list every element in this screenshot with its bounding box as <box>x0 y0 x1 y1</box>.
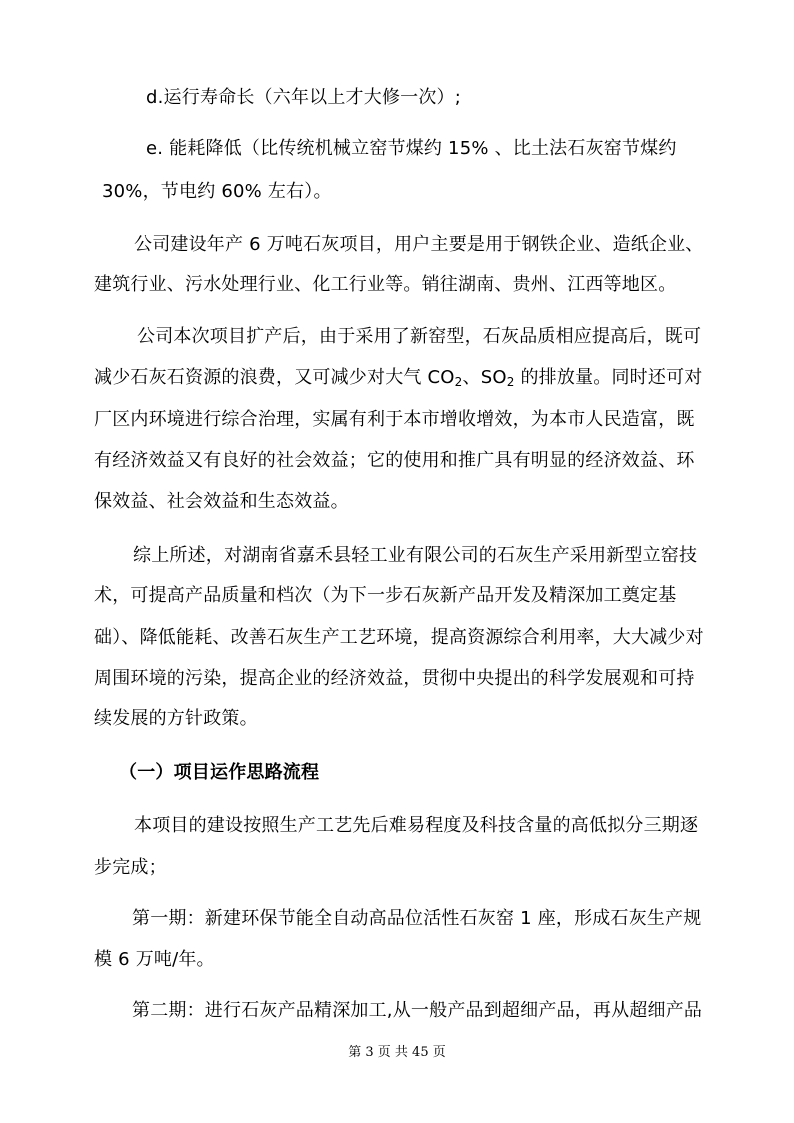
list-item-d: d.运行寿命长（六年以上才大修一次）; <box>146 87 462 108</box>
list-item-e-line: 30%，节电约 60% 左右）。 <box>102 181 332 202</box>
paragraph-line: 步完成； <box>94 857 167 878</box>
text-run: 、SO <box>462 367 507 388</box>
paragraph-line: 续发展的方针政策。 <box>94 708 258 729</box>
paragraph-line: 保效益、社会效益和生态效益。 <box>94 491 349 512</box>
paragraph-line: 有经济效益又有良好的社会效益；它的使用和推广具有明显的经济效益、环 <box>94 450 695 471</box>
subscript: 2 <box>506 375 515 389</box>
paragraph-line: 建筑行业、污水处理行业、化工行业等。销往湖南、贵州、江西等地区。 <box>94 274 677 295</box>
paragraph-line: 综上所述，对湖南省嘉禾县轻工业有限公司的石灰生产采用新型立窑技 <box>133 545 698 566</box>
paragraph-line: 模 6 万吨/年。 <box>94 949 215 970</box>
paragraph-line: 周围环境的污染，提高企业的经济效益，贯彻中央提出的科学发展观和可持 <box>94 668 695 689</box>
text-run: 减少石灰石资源的浪费，又可减少对大气 CO <box>94 367 455 388</box>
text-run: 的排放量。同时还可对 <box>514 367 703 388</box>
paragraph-line: 厂区内环境进行综合治理，实属有利于本市增收增效，为本市人民造富，既 <box>94 409 695 430</box>
paragraph-line: 础）、降低能耗、改善石灰生产工艺环境，提高资源综合利用率，大大减少对 <box>94 627 704 648</box>
paragraph-line: 术，可提高产品质量和档次（为下一步石灰新产品开发及精深加工奠定基 <box>94 585 677 606</box>
paragraph-line: 公司建设年产 6 万吨石灰项目，用户主要是用于钢铁企业、造纸企业、 <box>134 234 704 255</box>
paragraph-line-with-formulas <box>94 366 702 390</box>
paragraph-line: 第一期：新建环保节能全自动高品位活性石灰窑 1 座，形成石灰生产规 <box>132 908 702 929</box>
page-number-footer: 第 3 页 共 45 页 <box>348 1045 446 1060</box>
paragraph-line: 第二期：进行石灰产品精深加工,从一般产品到超细产品，再从超细产品 <box>132 1000 703 1021</box>
paragraph-line: 本项目的建设按照生产工艺先后难易程度及科技含量的高低拟分三期逐 <box>134 815 699 836</box>
paragraph-line: 公司本次项目扩产后，由于采用了新窑型，石灰品质相应提高后，既可 <box>137 326 702 347</box>
section-heading: （一）项目运作思路流程 <box>119 762 320 783</box>
subscript: 2 <box>454 375 463 389</box>
list-item-e-line: e. 能耗降低（比传统机械立窑节煤约 15% 、比土法石灰窑节煤约 <box>146 138 677 159</box>
